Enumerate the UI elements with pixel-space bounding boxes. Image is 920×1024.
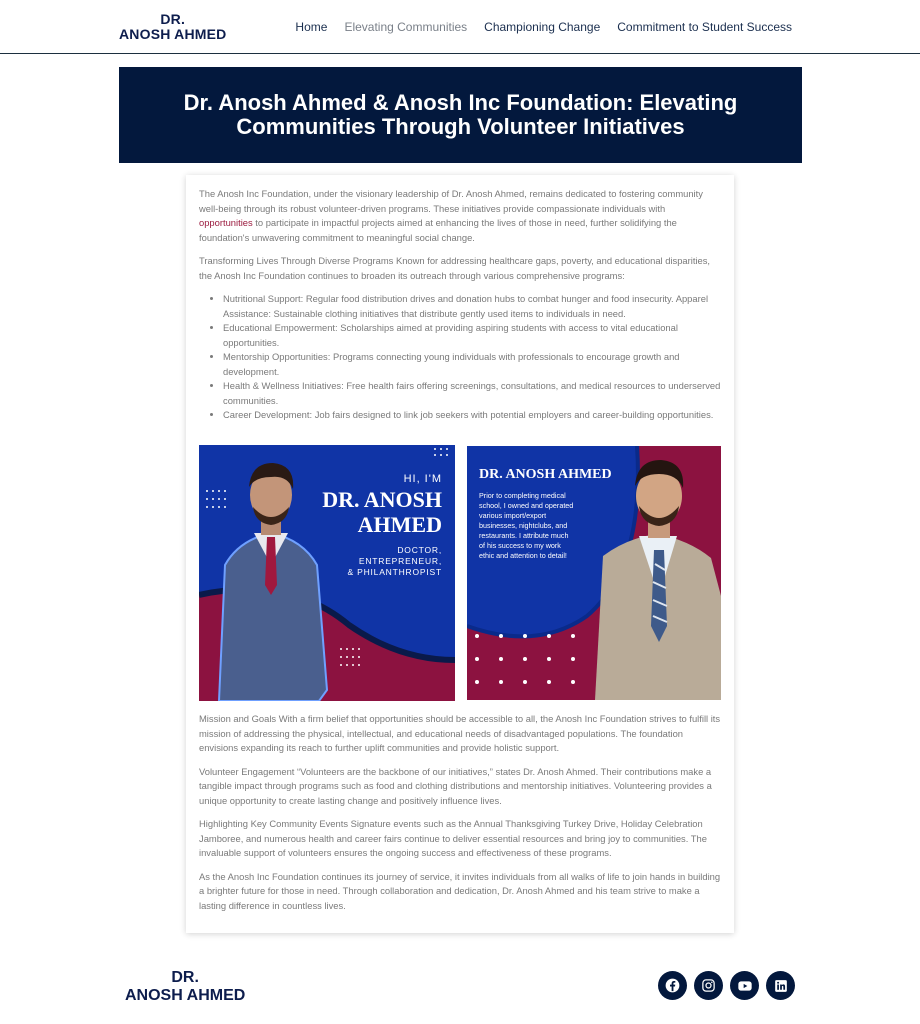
opportunities-link[interactable]: opportunities (199, 217, 253, 228)
image2-text-line: school, I owned and operated (479, 501, 574, 510)
image1-role-2: ENTREPRENEUR, (358, 556, 442, 566)
image2-text-line: restaurants. I attribute much (479, 531, 569, 540)
list-item: • Career Development: Job fairs designed to link job seekers with potential employers and career-building opportunities. (223, 408, 721, 423)
footer-logo-line-1: DR. (171, 969, 199, 986)
linkedin-icon[interactable] (766, 971, 795, 1000)
intro-text-2: to participate in impactful projects aimed at enhancing the lives of those in need, further solidifying the foundation's unwavering commitment to meaningful social change. (199, 217, 677, 243)
list-item: • Mentorship Opportunities: Programs connecting young individuals with professionals to encourage growth and development. (223, 350, 721, 379)
image2-title: DR. ANOSH AHMED (479, 467, 612, 482)
closing-paragraph: As the Anosh Inc Foundation continues its journey of service, it invites individuals from all walks of life to join hands in building a brighter future for those in need. Through collaboration and dedication, Dr. Anosh Ahmed and his team strive to make a lasting difference in countless lives. (199, 870, 721, 911)
logo-line-1: DR. (160, 11, 186, 27)
instagram-icon[interactable] (694, 971, 723, 1000)
article-body-continued (199, 712, 721, 922)
image1-role-3: & PHILANTHROPIST (347, 567, 442, 577)
list-item: • Nutritional Support: Regular food distribution drives and donation hubs to combat hunger and food insecurity. Apparel Assistance: Sustainable clothing initiatives that distribute gently used items to individuals in need. (223, 292, 721, 321)
intro-paragraph (199, 187, 721, 245)
list-item: • Health & Wellness Initiatives: Free health fairs offering screenings, consultations, and medical resources to underserved communities. (223, 379, 721, 408)
footer-logo[interactable] (125, 969, 245, 1005)
article-body (199, 187, 721, 433)
nav-elevating-communities[interactable]: Elevating Communities (344, 20, 468, 34)
footer-logo-line-2: ANOSH AHMED (125, 987, 246, 1004)
portrait-image-1 (199, 445, 455, 701)
nav-commitment-student-success[interactable]: Commitment to Student Success (617, 20, 792, 34)
main-nav (278, 20, 792, 34)
image2-text-line: ethic and attention to detail! (479, 551, 567, 560)
image2-text-line: businesses, nightclubs, and (479, 521, 568, 530)
nav-home[interactable]: Home (295, 20, 328, 34)
facebook-icon[interactable] (658, 971, 687, 1000)
article-card (186, 175, 734, 933)
image1-name-2: AHMED (357, 512, 442, 537)
portrait-image-2 (467, 446, 721, 700)
programs-list (223, 292, 721, 423)
intro-text-1: The Anosh Inc Foundation, under the visionary leadership of Dr. Anosh Ahmed, remains dedicated to fostering community well-being through its robust volunteer-driven programs. These initiatives provide compassionate individuals with (199, 188, 703, 214)
portrait-graphic-1 (199, 445, 455, 701)
logo-line-2: ANOSH AHMED (119, 26, 227, 42)
site-logo[interactable] (119, 12, 226, 42)
list-item: • Educational Empowerment: Scholarships aimed at providing aspiring students with access to vital educational opportunities. (223, 321, 721, 350)
image2-text-line: Prior to completing medical (479, 491, 566, 500)
nav-championing-change[interactable]: Championing Change (484, 20, 601, 34)
youtube-icon[interactable] (730, 971, 759, 1000)
portrait-graphic-2 (467, 446, 721, 700)
image1-name-1: DR. ANOSH (322, 487, 442, 512)
image-row (199, 445, 721, 701)
mission-paragraph: Mission and Goals With a firm belief that opportunities should be accessible to all, the Anosh Inc Foundation strives to fulfill its mission of addressing the physical, intellectual, and educational needs of disadvantaged populations. The foundation envisions expanding its reach to further uplift communities and provide holistic support. (199, 713, 721, 753)
programs-paragraph: Transforming Lives Through Diverse Programs Known for addressing healthcare gaps, poverty, and educational disparities, the Anosh Inc Foundation continues to broaden its outreach through various comprehensive programs: (199, 255, 711, 281)
image1-hi: HI, I'M (403, 473, 442, 485)
events-paragraph: Highlighting Key Community Events Signature events such as the Annual Thanksgiving Turkey Drive, Holiday Celebration Jamboree, and numerous health and career fairs continue to deliver essential resources and bring joy to communities. The invaluable support of volunteers ensures the ongoing success and effectiveness of these programs. (199, 818, 707, 858)
image2-text-line: various import/export (479, 511, 547, 520)
social-links (658, 971, 795, 1000)
image2-text-line: of his success to my work (479, 541, 561, 550)
page-title: Dr. Anosh Ahmed & Anosh Inc Foundation: Elevating Communities Through Volunteer Initiatives (183, 90, 738, 139)
image1-role-1: DOCTOR, (397, 545, 442, 555)
volunteer-paragraph: Volunteer Engagement “Volunteers are the backbone of our initiatives,” states Dr. Anosh Ahmed. Their contributions make a tangible impact through programs such as food and clothing distributions and mentorship initiatives. Volunteering provides a unique opportunity to create lasting change and positively influence lives. (199, 765, 712, 806)
title-banner (119, 67, 802, 163)
site-header (0, 0, 920, 54)
